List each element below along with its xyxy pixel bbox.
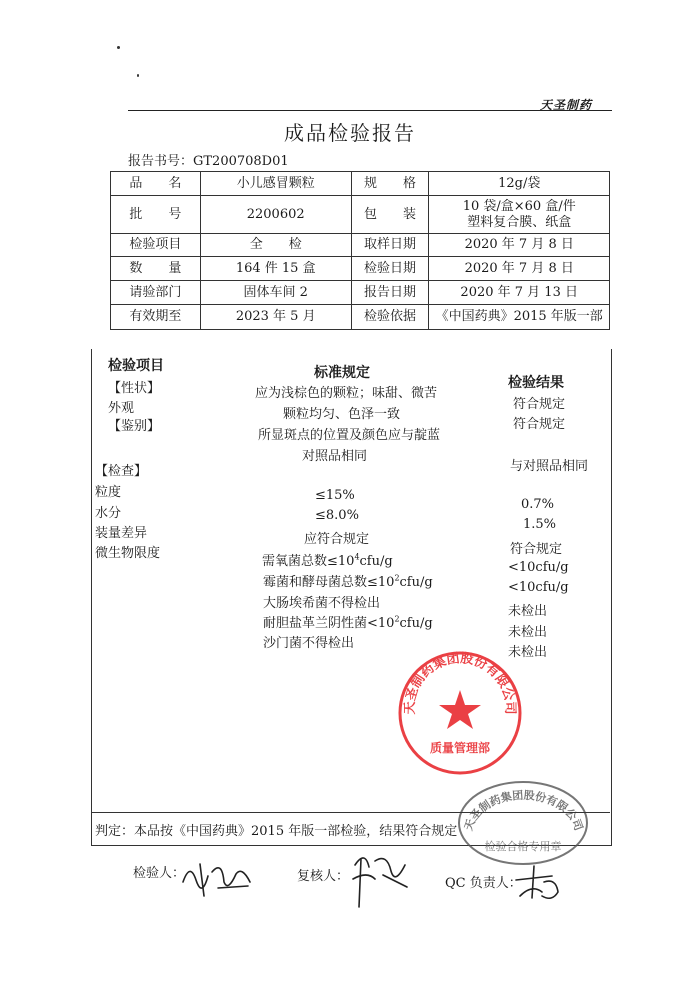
batch-label: 批 号: [111, 196, 201, 234]
col-item-heading: 检验项目: [108, 358, 164, 374]
table-row: [111, 196, 610, 234]
package-label: 包 装: [351, 196, 429, 234]
res-jianbie: 与对照品相同: [510, 459, 589, 474]
gray-seal-outer-text: 天圣制药集团股份有限公司: [461, 788, 586, 833]
package-value: [429, 196, 610, 234]
qty-value: 164 件 15 盒: [200, 257, 351, 281]
spec-value: 12g/袋: [429, 172, 610, 196]
item-label: 检验项目: [111, 234, 201, 257]
res-waiguan-2: 符合规定: [513, 417, 566, 432]
batch-value: 2200602: [200, 196, 351, 234]
std-micro-2-unit: cfu/g: [399, 575, 433, 590]
std-micro-2-text: 霉菌和酵母菌总数≤10: [263, 575, 395, 590]
std-micro-3: 大肠埃希菌不得检出: [263, 596, 381, 611]
test-date-value: 2020 年 7 月 8 日: [429, 257, 610, 281]
std-jianbie-1: 所显斑点的位置及颜色应与靛蓝: [258, 428, 441, 443]
col-result-heading: 检验结果: [508, 375, 564, 391]
item-weishengwu: 微生物限度: [95, 546, 161, 561]
report-date-value: 2020 年 7 月 13 日: [429, 281, 610, 305]
red-seal-stamp: [395, 648, 525, 778]
std-micro-2: [263, 571, 433, 590]
res-waiguan-1: 符合规定: [513, 397, 566, 412]
item-shuifen: 水分: [95, 506, 122, 521]
basis-value: 《中国药典》2015 年版一部: [429, 305, 610, 330]
item-waiguan: 外观: [108, 401, 135, 416]
table-row: [111, 281, 610, 305]
std-micro-4-text: 耐胆盐革兰阴性菌<10: [263, 616, 395, 631]
name-value: 小儿感冒颗粒: [200, 172, 351, 196]
std-shuifen: ≤8.0%: [315, 508, 359, 523]
section-xingzhuang: 【性状】: [108, 381, 161, 396]
std-waiguan-1: 应为浅棕色的颗粒；味甜、微苦: [255, 386, 438, 401]
std-micro-4: [263, 612, 433, 631]
res-shuifen: 1.5%: [523, 517, 557, 532]
header-table: [110, 171, 610, 330]
std-micro-1-text: 需氧菌总数≤10: [262, 554, 355, 569]
qty-label: 数 量: [111, 257, 201, 281]
conclusion-text: 判定：本品按《中国药典》2015 年版一部检验，结果符合规定: [95, 824, 458, 839]
spec-label: 规 格: [351, 172, 429, 196]
expiry-value: 2023 年 5 月: [200, 305, 351, 330]
res-micro-2: <10cfu/g: [508, 580, 569, 595]
reviewer-signature: [345, 845, 415, 915]
res-micro-5: 未检出: [508, 645, 548, 660]
speck-2: [137, 74, 139, 77]
dept-value: 固体车间 2: [200, 281, 351, 305]
qc-signature: [512, 858, 572, 908]
table-row: [111, 257, 610, 281]
col-standard-heading: 标准规定: [314, 365, 370, 381]
res-micro-1: <10cfu/g: [508, 560, 569, 575]
section-jiancha: 【检查】: [95, 464, 148, 479]
package-value-line1: 10 袋/盒×60 盒/件: [462, 198, 576, 214]
star-icon: [439, 690, 481, 729]
std-waiguan-2: 颗粒均匀、色泽一致: [283, 407, 401, 422]
std-zhuangliang: 应符合规定: [304, 532, 370, 547]
std-micro-2-exp: 2: [394, 573, 400, 583]
item-lidu: 粒度: [95, 485, 122, 500]
res-micro-3: 未检出: [508, 604, 548, 619]
gray-seal-inner-text: 检验合格专用章: [484, 840, 562, 853]
reviewer-label: 复核人：: [297, 869, 350, 884]
std-jianbie-2: 对照品相同: [302, 449, 368, 464]
basis-label: 检验依据: [351, 305, 429, 330]
item-zhuangliang: 装量差异: [95, 526, 148, 541]
red-seal-inner-text: 质量管理部: [429, 741, 491, 755]
table-row: [111, 172, 610, 196]
test-date-label: 检验日期: [351, 257, 429, 281]
std-micro-4-exp: 2: [394, 614, 400, 624]
inspector-signature: [178, 852, 258, 902]
std-micro-1-exp: 4: [354, 552, 360, 562]
red-seal-outer-text: 天圣制药集团股份有限公司: [402, 651, 518, 715]
gray-seal-stamp: [456, 778, 591, 868]
conclusion-rule: [91, 812, 610, 813]
std-micro-1-unit: cfu/g: [359, 554, 393, 569]
std-micro-4-unit: cfu/g: [399, 616, 433, 631]
std-micro-1: [262, 550, 393, 569]
section-jianbie: 【鉴别】: [108, 419, 161, 434]
speck-1: [117, 46, 120, 49]
res-micro-4: 未检出: [508, 625, 548, 640]
sample-date-label: 取样日期: [351, 234, 429, 257]
sample-date-value: 2020 年 7 月 8 日: [429, 234, 610, 257]
qc-label: QC 负责人：: [445, 876, 522, 891]
page-title: 成品检验报告: [284, 121, 416, 145]
name-label: 品 名: [111, 172, 201, 196]
res-zhuangliang: 符合规定: [510, 542, 563, 557]
table-row: [111, 234, 610, 257]
report-date-label: 报告日期: [351, 281, 429, 305]
table-row: [111, 305, 610, 330]
expiry-label: 有效期至: [111, 305, 201, 330]
report-number: 报告书号：GT200708D01: [128, 154, 289, 169]
inspector-label: 检验人：: [133, 866, 186, 881]
header-rule: [128, 110, 612, 111]
std-micro-5: 沙门菌不得检出: [263, 636, 355, 651]
std-lidu: ≤15%: [315, 488, 355, 503]
dept-label: 请验部门: [111, 281, 201, 305]
item-value: 全 检: [200, 234, 351, 257]
company-name: 天圣制药: [540, 98, 593, 112]
res-lidu: 0.7%: [521, 497, 555, 512]
package-value-line2: 塑料复合膜、纸盒: [467, 214, 572, 230]
